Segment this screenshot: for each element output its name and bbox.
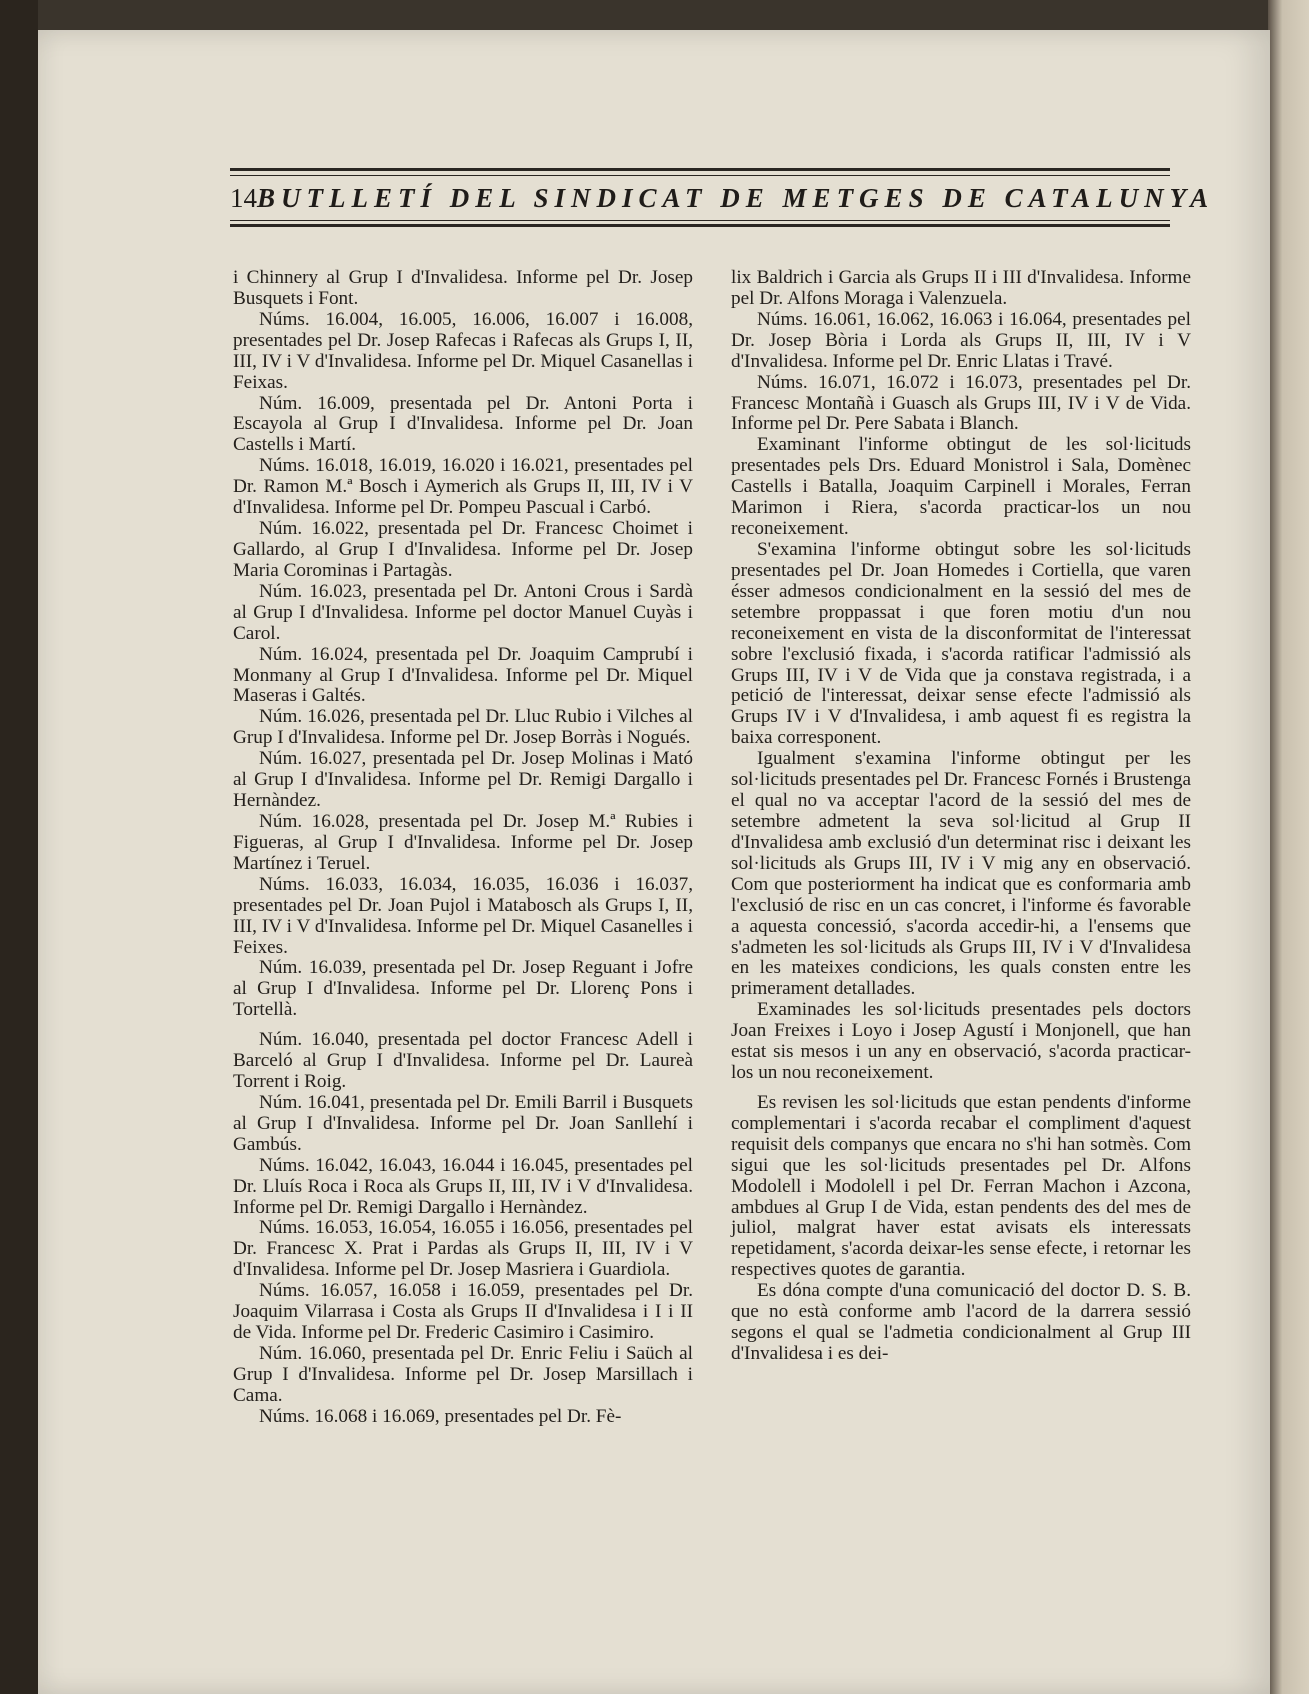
header-rule-top-thick (230, 168, 1170, 171)
paragraph: Es revisen les sol·licituds que estan pendents d'informe complementari i s'acorda recabar el compliment d'aquest requisit dels companys que encara no s'hi han sotmès. Com sigui que les sol·licituds presentades pel Dr. Alfons Modolell i Modolell i pel Dr. Ferran Machon i Azcona, ambdues al Grup I de Vida, estan pendents des del mes de juliol, malgrat haver estat avisats els interessats repetidament, s'acorda deixar-les sense efecte, i retornar les respectives quotes de garantia. (731, 1091, 1191, 1281)
paragraph: Núm. 16.040, presentada pel doctor Francesc Adell i Barceló al Grup I d'Invalidesa. Informe pel Dr. Laureà Torrent i Roig. (233, 1029, 693, 1093)
paragraph: Núm. 16.009, presentada pel Dr. Antoni Porta i Escayola al Grup I d'Invalidesa. Informe pel Dr. Joan Castells i Martí. (233, 392, 693, 456)
paragraph: Núm. 16.027, presentada pel Dr. Josep Molinas i Mató al Grup I d'Invalidesa. Informe pel Dr. Remigi Dargallo i Hernàndez. (233, 748, 693, 812)
paragraph: Núm. 16.022, presentada pel Dr. Francesc Choimet i Gallardo, al Grup I d'Invalidesa. Informe pel Dr. Josep Maria Corominas i Partagàs. (233, 518, 693, 581)
header-rule-top-thin (230, 175, 1170, 176)
paragraph: Examinades les sol·licituds presentades pels doctors Joan Freixes i Loyo i Josep Agustí i Monjonell, que han estat sis mesos i un any en observació, s'acorda practicar-los un nou reconeixement. (731, 999, 1191, 1084)
paragraph: Núm. 16.023, presentada pel Dr. Antoni Crous i Sardà al Grup I d'Invalidesa. Informe pel doctor Manuel Cuyàs i Carol. (233, 580, 693, 644)
paragraph: Núms. 16.042, 16.043, 16.044 i 16.045, presentades pel Dr. Lluís Roca i Roca als Grups II, III, IV i V d'Invalidesa. Informe pel Dr. Remigi Dargallo i Hernàndez. (233, 1154, 693, 1218)
paragraph: i Chinnery al Grup I d'Invalidesa. Informe pel Dr. Josep Busquets i Font. (233, 267, 693, 309)
paragraph: Igualment s'examina l'informe obtingut per les sol·licituds presentades pel Dr. Francesc Fornés i Brustenga el qual no va acceptar l'acord de la sessió del mes de setembre admetent la seva sol·licitud al Grup II d'Invalidesa amb exclusió d'un determinat risc i deixant les sol·licituds als Grups III, IV i V mig any en observació. Com que posteriorment ha indicat que es conformaria amb l'exclusió de risc en un cas concret, i l'informe és favorable a aquesta concessió, s'acorda accedir-hi, a l'ensems que s'admeten les sol·licituds als Grups III, IV i V d'Invalidesa en les mateixes condicions, les quals consten entre les primerament detallades. (731, 748, 1191, 1000)
left-text-column (233, 268, 693, 1428)
paragraph: Núms. 16.061, 16.062, 16.063 i 16.064, presentades pel Dr. Josep Bòria i Lorda als Grups II, III, IV i V d'Invalidesa. Informe pel Dr. Enric Llatas i Travé. (731, 308, 1191, 372)
paragraph: Núms. 16.004, 16.005, 16.006, 16.007 i 16.008, presentades pel Dr. Josep Rafecas i Rafecas als Grups I, II, III, IV i V d'Invalidesa. Informe pel Dr. Miquel Casanellas i Feixas. (233, 308, 693, 393)
paragraph: Núm. 16.041, presentada pel Dr. Emili Barril i Busquets al Grup I d'Invalidesa. Informe pel Dr. Joan Sanllehí i Gambús. (233, 1091, 693, 1155)
right-text-column (731, 268, 1191, 1365)
page-number: 14 (230, 183, 257, 213)
header-rule-bottom-thick (230, 224, 1170, 227)
paragraph: Núms. 16.071, 16.072 i 16.073, presentades pel Dr. Francesc Montañà i Guasch als Grups III, IV i V de Vida. Informe pel Dr. Pere Sabata i Blanch. (731, 371, 1191, 435)
paragraph: Núm. 16.024, presentada pel Dr. Joaquim Camprubí i Monmany al Grup I d'Invalidesa. Informe pel Dr. Miquel Maseras i Galtés. (233, 643, 693, 707)
paragraph: Núms. 16.053, 16.054, 16.055 i 16.056, presentades pel Dr. Francesc X. Prat i Pardas als Grups II, III, IV i V d'Invalidesa. Informe pel Dr. Josep Masriera i Guardiola. (233, 1217, 693, 1281)
paragraph: Núms. 16.033, 16.034, 16.035, 16.036 i 16.037, presentades pel Dr. Joan Pujol i Matabosch als Grups I, II, III, IV i V d'Invalidesa. Informe pel Dr. Miquel Casanelles i Feixes. (233, 873, 693, 958)
header-rule-bottom-thin (230, 220, 1170, 221)
paragraph: Núms. 16.068 i 16.069, presentades pel Dr. Fè- (259, 1405, 622, 1427)
scan-background-left (0, 0, 38, 1694)
paragraph: Núm. 16.026, presentada pel Dr. Lluc Rubio i Vilches al Grup I d'Invalidesa. Informe pel Dr. Josep Borràs i Nogués. (233, 706, 693, 749)
paragraph: Núms. 16.057, 16.058 i 16.059, presentades pel Dr. Joaquim Vilarrasa i Costa als Grups II d'Invalidesa i I i II de Vida. Informe pel Dr. Frederic Casimiro i Casimiro. (233, 1280, 693, 1344)
facing-page-edge (1268, 0, 1309, 1694)
paragraph: S'examina l'informe obtingut sobre les sol·licituds presentades pel Dr. Joan Homedes i Cortiella, que varen ésser admesos condicionalment en la sessió del mes de setembre proppassat i que foren motiu d'un nou reconeixement en vista de la disconformitat de l'interessat sobre l'exclusió fixada, i s'acorda ratificar l'admissió als Grups III, IV i V de Vida que ja constava registrada, i a petició de l'interessat, deixar sense efecte l'admissió als Grups IV i V d'Invalidesa, i amb aquest fi es registra la baixa corresponent. (731, 538, 1191, 749)
paragraph: Examinant l'informe obtingut de les sol·licituds presentades pels Drs. Eduard Monistrol i Sala, Domènec Castells i Batalla, Joaquim Carpinell i Morales, Ferran Marimon i Riera, s'acorda practicar-los un nou reconeixement. (731, 434, 1191, 540)
paragraph: Núm. 16.060, presentada pel Dr. Enric Feliu i Saüch al Grup I d'Invalidesa. Informe pel Dr. Josep Marsillach i Cama. (233, 1343, 693, 1406)
paragraph: Es dóna compte d'una comunicació del doctor D. S. B. que no està conforme amb l'acord de la darrera sessió segons el qual se l'admetia condicionalment al Grup III d'Invalidesa i es dei- (731, 1280, 1191, 1365)
running-header (230, 183, 1215, 217)
paragraph: Núm. 16.028, presentada pel Dr. Josep M.ª Rubies i Figueras, al Grup I d'Invalidesa. Informe pel Dr. Josep Martínez i Teruel. (233, 810, 693, 874)
paragraph: Núm. 16.039, presentada pel Dr. Josep Reguant i Jofre al Grup I d'Invalidesa. Informe pel Dr. Llorenç Pons i Tortellà. (233, 957, 693, 1021)
paragraph: Núms. 16.018, 16.019, 16.020 i 16.021, presentades pel Dr. Ramon M.ª Bosch i Aymerich als Grups II, III, IV i V d'Invalidesa. Informe pel Dr. Pompeu Pascual i Carbó. (233, 455, 693, 519)
paragraph: lix Baldrich i Garcia als Grups II i III d'Invalidesa. Informe pel Dr. Alfons Moraga i Valenzuela. (731, 267, 1191, 309)
journal-title: BUTLLETÍ DEL SINDICAT DE METGES DE CATALUNYA (257, 183, 1215, 213)
